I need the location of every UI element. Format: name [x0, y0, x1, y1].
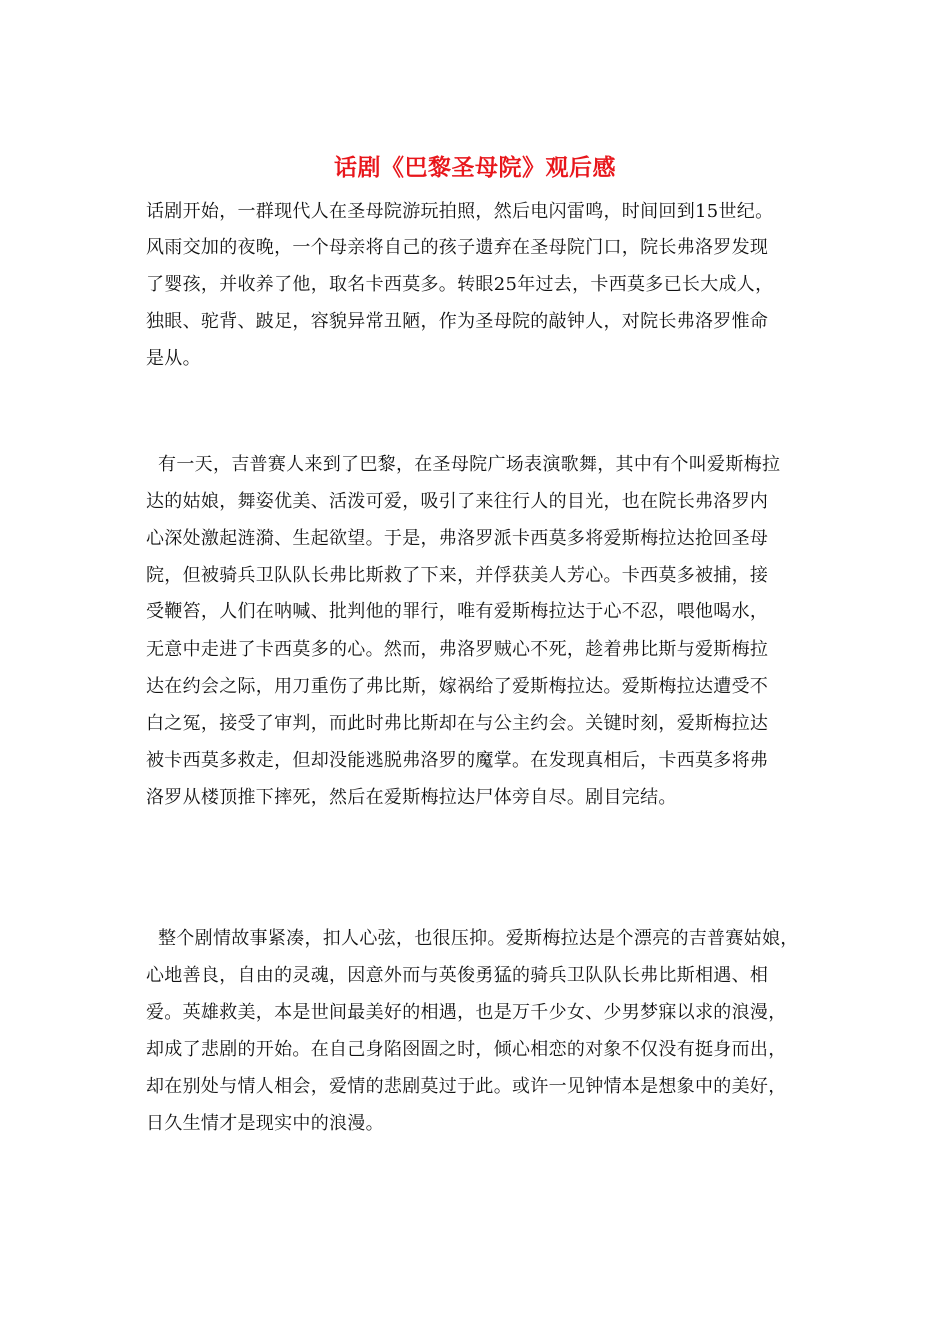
text-line: 达的姑娘，舞姿优美、活泼可爱，吸引了来往行人的目光，也在院长弗洛罗内	[146, 491, 769, 512]
text-line: 无意中走进了卡西莫多的心。然而，弗洛罗贼心不死，趁着弗比斯与爱斯梅拉	[146, 639, 769, 660]
text-line: 整个剧情故事紧凑，扣人心弦，也很压抑。爱斯梅拉达是个漂亮的吉普赛姑娘，	[146, 928, 799, 949]
text-line: 受鞭笞，人们在呐喊、批判他的罪行，唯有爱斯梅拉达于心不忍，喂他喝水，	[146, 601, 769, 622]
text-line: 有一天，吉普赛人来到了巴黎，在圣母院广场表演歌舞，其中有个叫爱斯梅拉	[146, 454, 781, 475]
text-line: 了婴孩，并收养了他，取名卡西莫多。转眼25年过去，卡西莫多已长大成人，	[146, 274, 774, 295]
text-line: 院，但被骑兵卫队队长弗比斯救了下来，并俘获美人芳心。卡西莫多被捕，接	[146, 565, 769, 586]
text-line: 被卡西莫多救走，但却没能逃脱弗洛罗的魔掌。在发现真相后，卡西莫多将弗	[146, 750, 769, 771]
text-line: 日久生情才是现实中的浪漫。	[146, 1113, 384, 1134]
text-line: 独眼、驼背、跛足，容貌异常丑陋，作为圣母院的敲钟人，对院长弗洛罗惟命	[146, 311, 769, 332]
text-line: 洛罗从楼顶推下摔死，然后在爱斯梅拉达尸体旁自尽。剧目完结。	[146, 787, 677, 808]
text-line: 白之冤，接受了审判，而此时弗比斯却在与公主约会。关键时刻，爱斯梅拉达	[146, 713, 769, 734]
text-line: 心地善良，自由的灵魂，因意外而与英俊勇猛的骑兵卫队队长弗比斯相遇、相	[146, 965, 769, 986]
text-line: 达在约会之际，用刀重伤了弗比斯，嫁祸给了爱斯梅拉达。爱斯梅拉达遭受不	[146, 676, 769, 697]
text-line: 风雨交加的夜晚，一个母亲将自己的孩子遗弃在圣母院门口，院长弗洛罗发现	[146, 237, 769, 258]
text-line: 却在别处与情人相会，爱情的悲剧莫过于此。或许一见钟情本是想象中的美好，	[146, 1076, 787, 1097]
text-line: 是从。	[146, 348, 201, 369]
text-line: 话剧开始，一群现代人在圣母院游玩拍照，然后电闪雷鸣，时间回到15世纪。	[146, 201, 774, 222]
page-title: 话剧《巴黎圣母院》观后感	[334, 154, 616, 181]
text-line: 心深处激起涟漪、生起欲望。于是，弗洛罗派卡西莫多将爱斯梅拉达抢回圣母	[146, 528, 769, 549]
text-line: 爱。英雄救美，本是世间最美好的相遇，也是万千少女、少男梦寐以求的浪漫，	[146, 1002, 787, 1023]
text-line: 却成了悲剧的开始。在自己身陷囹圄之时，倾心相恋的对象不仅没有挺身而出，	[146, 1039, 787, 1060]
